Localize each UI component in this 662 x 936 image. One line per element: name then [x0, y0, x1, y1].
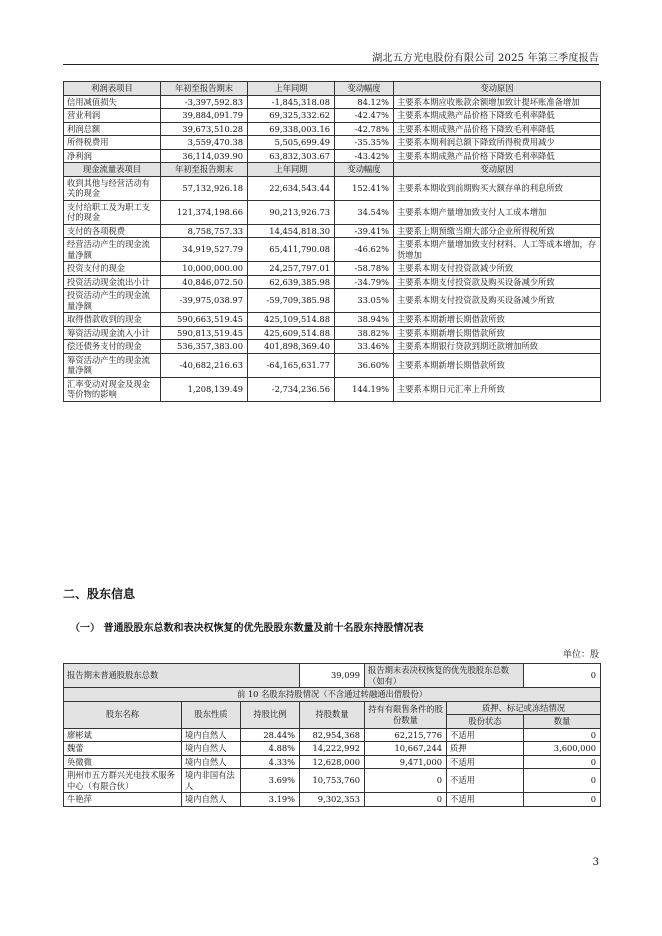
- table-cell: 10,667,244: [365, 742, 447, 756]
- table-row: [64, 326, 601, 340]
- table-row: [64, 755, 601, 769]
- table-cell: -40,682,216.63: [161, 353, 248, 377]
- table-cell: 支付给职工及为职工支付的现金: [64, 200, 161, 224]
- table-cell: -43.42%: [335, 149, 394, 163]
- table-cell: 10,000,000.00: [161, 262, 248, 276]
- table-cell: 不适用: [447, 755, 524, 769]
- table-cell: 590,813,519.45: [161, 326, 248, 340]
- table-cell: 90,213,926.73: [248, 200, 335, 224]
- table-cell: 9,302,353: [300, 793, 365, 807]
- table-cell: 69,338,003.16: [248, 122, 335, 136]
- table-cell: 57,132,926.18: [161, 176, 248, 200]
- table-row: [64, 176, 601, 200]
- table-cell: 境内自然人: [182, 728, 241, 742]
- table-cell: 支付的各项税费: [64, 224, 161, 238]
- col-header: 年初至报告期末: [161, 163, 248, 177]
- table-cell: 荆州市五方群兴光电技术服务中心（有限合伙）: [64, 769, 182, 793]
- table-row: [64, 136, 601, 150]
- table-cell: 净利润: [64, 149, 161, 163]
- table-cell: 8,758,757.33: [161, 224, 248, 238]
- table-cell: 401,898,369.40: [248, 340, 335, 354]
- table-cell: 33.46%: [335, 340, 394, 354]
- col-header-pledge: 质押、标记或冻结情况: [447, 701, 601, 715]
- table-cell: 筹资活动现金流入小计: [64, 326, 161, 340]
- table-cell: 536,357,383.00: [161, 340, 248, 354]
- table-cell: 36,114,039.90: [161, 149, 248, 163]
- table-cell: 主要系本期成熟产品价格下降致毛利率降低: [394, 109, 601, 123]
- table-cell: 主要系本期应收账款余额增加致计提坏账准备增加: [394, 95, 601, 109]
- table-cell: 3.19%: [241, 793, 300, 807]
- col-header-name: 股东名称: [64, 701, 182, 728]
- table-cell: 0: [365, 769, 447, 793]
- table-row: [64, 149, 601, 163]
- table-cell: 投资活动产生的现金流量净额: [64, 289, 161, 313]
- table-cell: 12,628,000: [300, 755, 365, 769]
- table-cell: 144.19%: [335, 377, 394, 401]
- col-header: 变动原因: [394, 82, 601, 96]
- col-header-nature: 股东性质: [182, 701, 241, 728]
- table-cell: 34,919,527.79: [161, 238, 248, 262]
- table-cell: 40,846,072.50: [161, 275, 248, 289]
- table-cell: 24,257,797.01: [248, 262, 335, 276]
- table-cell: 不适用: [447, 728, 524, 742]
- table-cell: 取得借款收到的现金: [64, 313, 161, 327]
- table-cell: 主要系本期日元汇率上升所致: [394, 377, 601, 401]
- table-cell: 廖彬斌: [64, 728, 182, 742]
- table-row: [64, 769, 601, 793]
- table-row: [64, 340, 601, 354]
- table-row: [64, 95, 601, 109]
- cashflow-header-row: [64, 163, 601, 177]
- table-cell: 84.12%: [335, 95, 394, 109]
- total-shareholders-label: 报告期末普通股股东总数: [64, 664, 300, 688]
- table-cell: 425,609,514.88: [248, 326, 335, 340]
- table-cell: 14,222,992: [300, 742, 365, 756]
- shareholder-table: [63, 663, 601, 807]
- table-cell: 境内自然人: [182, 755, 241, 769]
- table-cell: -46.62%: [335, 238, 394, 262]
- table-cell: 主要系本期产量增加致支付材料、人工等成本增加，存货增加: [394, 238, 601, 262]
- preferred-shareholders-label: 报告期末表决权恢复的优先股股东总数（如有）: [365, 664, 524, 688]
- table-cell: 590,663,519.45: [161, 313, 248, 327]
- top10-caption-row: [64, 688, 601, 702]
- table-cell: 奂微微: [64, 755, 182, 769]
- table-cell: 3,600,000: [524, 742, 601, 756]
- income-table-body: [64, 95, 601, 163]
- table-cell: 5,505,699.49: [248, 136, 335, 150]
- table-cell: 62,639,385.98: [248, 275, 335, 289]
- table-cell: 121,374,198.66: [161, 200, 248, 224]
- table-cell: 65,411,790.08: [248, 238, 335, 262]
- cashflow-table-body: [64, 176, 601, 401]
- table-cell: 不适用: [447, 769, 524, 793]
- table-cell: 境内自然人: [182, 742, 241, 756]
- table-cell: 经营活动产生的现金流量净额: [64, 238, 161, 262]
- col-header: 变动原因: [394, 163, 601, 177]
- col-header: 变动幅度: [335, 82, 394, 96]
- table-cell: 63,832,303.67: [248, 149, 335, 163]
- table-row: [64, 313, 601, 327]
- table-cell: 22,634,543.44: [248, 176, 335, 200]
- document-header-title: 湖北五方光电股份有限公司 2025 年第三季度报告: [372, 53, 599, 64]
- table-cell: 主要系本期新增长期借款所致: [394, 313, 601, 327]
- table-cell: 425,109,514.88: [248, 313, 335, 327]
- table-cell: 质押: [447, 742, 524, 756]
- header-rule: [63, 64, 599, 65]
- income-header-row: [64, 82, 601, 96]
- table-cell: 境内自然人: [182, 793, 241, 807]
- table-cell: -1,845,318.08: [248, 95, 335, 109]
- table-cell: 投资活动现金流出小计: [64, 275, 161, 289]
- table-cell: 收到其他与经营活动有关的现金: [64, 176, 161, 200]
- table-cell: 主要系本期支付投资款及购买设备减少所致: [394, 289, 601, 313]
- table-cell: 主要系本期利润总额下降致所得税费用减少: [394, 136, 601, 150]
- table-row: [64, 238, 601, 262]
- col-header-quantity: 数量: [524, 715, 601, 729]
- col-header: 上年同期: [248, 82, 335, 96]
- table-cell: 82,954,368: [300, 728, 365, 742]
- table-cell: 1,208,139.49: [161, 377, 248, 401]
- income-cashflow-table: [63, 81, 601, 402]
- table-cell: 主要系本期支付投资款及购买设备减少所致: [394, 275, 601, 289]
- table-cell: 0: [365, 793, 447, 807]
- col-header-status: 股份状态: [447, 715, 524, 729]
- table-cell: 10,753,760: [300, 769, 365, 793]
- table-row: [64, 262, 601, 276]
- table-cell: -39,975,038.97: [161, 289, 248, 313]
- table-cell: 38.82%: [335, 326, 394, 340]
- table-cell: 牛艳萍: [64, 793, 182, 807]
- col-header-restricted: 持有有限售条件的股份数量: [365, 701, 447, 728]
- table-cell: -39.41%: [335, 224, 394, 238]
- table-cell: 39,673,510.28: [161, 122, 248, 136]
- table-cell: 4.33%: [241, 755, 300, 769]
- table-row: [64, 275, 601, 289]
- table-cell: -42.47%: [335, 109, 394, 123]
- table-cell: 39,884,091.79: [161, 109, 248, 123]
- table-cell: -35.35%: [335, 136, 394, 150]
- table-cell: 33.05%: [335, 289, 394, 313]
- preferred-shareholders-value: 0: [524, 664, 601, 688]
- table-cell: 偿还债务支付的现金: [64, 340, 161, 354]
- table-cell: 利润总额: [64, 122, 161, 136]
- table-cell: -42.78%: [335, 122, 394, 136]
- table-row: [64, 122, 601, 136]
- table-cell: 汇率变动对现金及现金等价物的影响: [64, 377, 161, 401]
- table-cell: 0: [524, 728, 601, 742]
- table-cell: 主要系上期预缴当期大部分企业所得税所致: [394, 224, 601, 238]
- table-cell: -64,165,631.77: [248, 353, 335, 377]
- total-shareholders-value: 39,099: [300, 664, 365, 688]
- table-cell: 主要系本期新增长期借款所致: [394, 353, 601, 377]
- shareholder-header-row: [64, 701, 601, 715]
- col-header: 变动幅度: [335, 163, 394, 177]
- table-cell: 69,325,332.62: [248, 109, 335, 123]
- table-row: [64, 728, 601, 742]
- table-cell: 主要系本期支付投资款减少所致: [394, 262, 601, 276]
- table-cell: 38.94%: [335, 313, 394, 327]
- table-row: [64, 353, 601, 377]
- table-cell: -2,734,236.56: [248, 377, 335, 401]
- table-cell: 62,215,776: [365, 728, 447, 742]
- table-row: [64, 200, 601, 224]
- table-cell: 28.44%: [241, 728, 300, 742]
- table-cell: 4.88%: [241, 742, 300, 756]
- col-header-ratio: 持股比例: [241, 701, 300, 728]
- table-cell: 不适用: [447, 793, 524, 807]
- table-cell: 36.60%: [335, 353, 394, 377]
- section-title: 二、股东信息: [63, 587, 136, 601]
- table-cell: 境内非国有法人: [182, 769, 241, 793]
- table-cell: 3,559,470.38: [161, 136, 248, 150]
- table-cell: 34.54%: [335, 200, 394, 224]
- table-row: [64, 742, 601, 756]
- total-shareholders-row: [64, 664, 601, 688]
- col-header: 上年同期: [248, 163, 335, 177]
- table-cell: 9,471,000: [365, 755, 447, 769]
- table-cell: 主要系本期银行贷款到期还款增加所致: [394, 340, 601, 354]
- table-cell: 魏蕾: [64, 742, 182, 756]
- table-cell: 主要系本期成熟产品价格下降致毛利率降低: [394, 122, 601, 136]
- col-header: 现金流量表项目: [64, 163, 161, 177]
- shareholder-table-body: [64, 728, 601, 806]
- table-cell: -3,397,592.83: [161, 95, 248, 109]
- table-cell: 0: [524, 769, 601, 793]
- page-number: 3: [592, 857, 599, 868]
- table-cell: 3.69%: [241, 769, 300, 793]
- table-cell: -58.78%: [335, 262, 394, 276]
- table-row: [64, 109, 601, 123]
- table-cell: 投资支付的现金: [64, 262, 161, 276]
- table-cell: -34.79%: [335, 275, 394, 289]
- table-cell: 筹资活动产生的现金流量净额: [64, 353, 161, 377]
- table-cell: 主要系本期收到前期购买大额存单的利息所致: [394, 176, 601, 200]
- unit-label: 单位：股: [562, 650, 599, 660]
- table-cell: 主要系本期产量增加致支付人工成本增加: [394, 200, 601, 224]
- table-row: [64, 289, 601, 313]
- table-cell: 信用减值损失: [64, 95, 161, 109]
- table-cell: 152.41%: [335, 176, 394, 200]
- table-cell: 0: [524, 755, 601, 769]
- table-cell: 0: [524, 793, 601, 807]
- table-row: [64, 793, 601, 807]
- table-cell: 主要系本期新增长期借款所致: [394, 326, 601, 340]
- top10-caption: 前 10 名股东持股情况（不含通过转融通出借股份）: [64, 688, 601, 702]
- table-cell: 所得税费用: [64, 136, 161, 150]
- table-cell: 主要系本期成熟产品价格下降致毛利率降低: [394, 149, 601, 163]
- table-row: [64, 377, 601, 401]
- subsection-title: （一） 普通股股东总数和表决权恢复的优先股股东数量及前十名股东持股情况表: [70, 623, 424, 634]
- col-header-count: 持股数量: [300, 701, 365, 728]
- table-cell: 14,454,818.30: [248, 224, 335, 238]
- table-cell: 营业利润: [64, 109, 161, 123]
- table-cell: -59,709,385.98: [248, 289, 335, 313]
- col-header: 利润表项目: [64, 82, 161, 96]
- col-header: 年初至报告期末: [161, 82, 248, 96]
- table-row: [64, 224, 601, 238]
